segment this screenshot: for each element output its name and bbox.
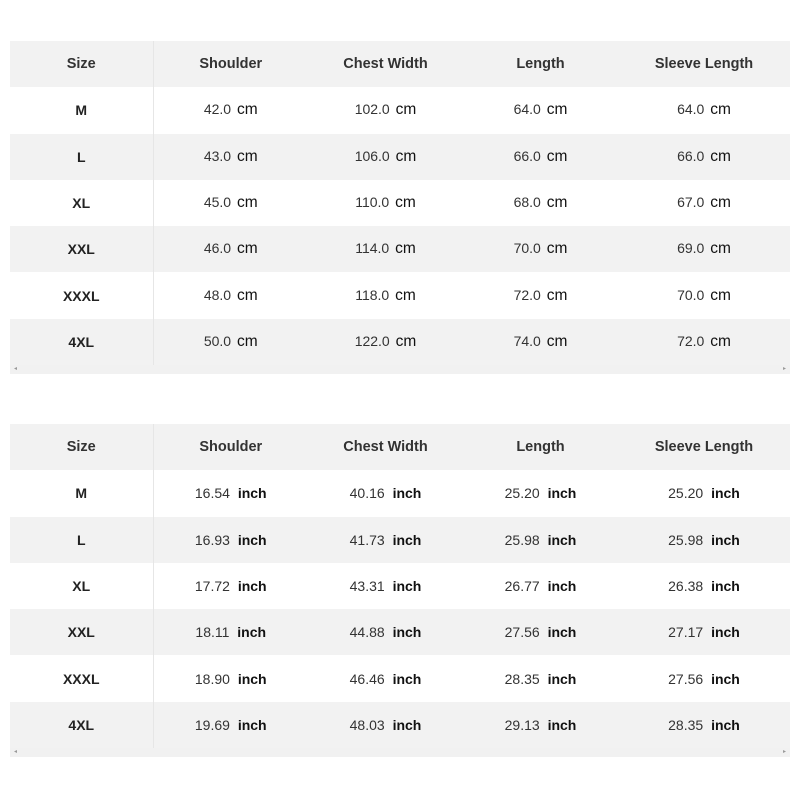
table-header-row bbox=[10, 41, 790, 87]
length-value: 25.98 bbox=[504, 531, 540, 548]
unit-label: cm bbox=[395, 332, 417, 350]
size-table-inch bbox=[10, 424, 791, 748]
horizontal-scrollbar[interactable] bbox=[10, 365, 790, 374]
length-cell bbox=[463, 226, 618, 272]
length-cell bbox=[463, 272, 618, 318]
shoulder-cell bbox=[153, 609, 308, 655]
length-cell bbox=[463, 609, 618, 655]
sleeve-length-cell bbox=[618, 87, 790, 133]
table-row bbox=[10, 470, 790, 516]
unit-label: cm bbox=[710, 147, 731, 165]
unit-label: inch bbox=[547, 670, 577, 687]
shoulder-cell bbox=[153, 319, 308, 365]
table-row bbox=[10, 319, 790, 365]
length-value: 27.56 bbox=[504, 624, 540, 641]
size-label: L bbox=[10, 134, 153, 180]
length-value: 74.0 bbox=[513, 332, 541, 349]
table-row bbox=[10, 563, 790, 609]
unit-label: inch bbox=[237, 578, 267, 595]
chest-width-value: 114.0 bbox=[355, 240, 390, 257]
size-table-cm bbox=[10, 41, 791, 365]
chest-width-value: 110.0 bbox=[355, 194, 390, 211]
size-label: M bbox=[10, 470, 153, 516]
length-value: 66.0 bbox=[513, 147, 541, 164]
size-chart-inch bbox=[10, 424, 790, 757]
header-size: Size bbox=[10, 424, 153, 470]
scroll-right-arrow-icon[interactable]: ▸ bbox=[782, 366, 786, 373]
unit-label: inch bbox=[547, 716, 577, 733]
shoulder-value: 18.11 bbox=[195, 624, 230, 641]
table-row bbox=[10, 517, 790, 563]
sleeve-length-value: 67.0 bbox=[677, 194, 705, 211]
sleeve-length-value: 64.0 bbox=[677, 101, 705, 118]
sleeve-length-value: 72.0 bbox=[677, 332, 705, 349]
unit-label: cm bbox=[236, 194, 258, 212]
length-cell bbox=[463, 319, 618, 365]
sleeve-length-value: 28.35 bbox=[668, 716, 704, 733]
sleeve-length-value: 27.17 bbox=[668, 624, 704, 641]
unit-label: inch bbox=[711, 716, 740, 733]
length-cell bbox=[463, 134, 618, 180]
unit-label: cm bbox=[710, 332, 731, 350]
shoulder-value: 17.72 bbox=[194, 578, 230, 595]
scroll-right-arrow-icon[interactable]: ▸ bbox=[782, 749, 786, 756]
unit-label: cm bbox=[395, 240, 416, 258]
table-row bbox=[10, 609, 790, 655]
unit-label: cm bbox=[710, 286, 731, 304]
chest-width-cell bbox=[308, 470, 463, 516]
unit-label: cm bbox=[710, 194, 731, 212]
shoulder-value: 19.69 bbox=[194, 716, 230, 733]
sleeve-length-cell bbox=[618, 470, 790, 516]
chest-width-value: 106.0 bbox=[354, 147, 390, 164]
chest-width-cell bbox=[308, 609, 463, 655]
unit-label: inch bbox=[547, 624, 577, 641]
chest-width-cell bbox=[308, 563, 463, 609]
size-label: XXXL bbox=[10, 655, 153, 701]
sleeve-length-cell bbox=[618, 180, 790, 226]
size-label: L bbox=[10, 517, 153, 563]
shoulder-cell bbox=[153, 87, 308, 133]
unit-label: cm bbox=[710, 101, 731, 119]
unit-label: cm bbox=[236, 240, 258, 258]
shoulder-value: 45.0 bbox=[203, 194, 232, 211]
sleeve-length-value: 69.0 bbox=[677, 240, 705, 257]
size-label: XXL bbox=[10, 609, 153, 655]
unit-label: inch bbox=[392, 716, 422, 733]
unit-label: inch bbox=[237, 485, 267, 502]
chest-width-value: 48.03 bbox=[349, 716, 385, 733]
chest-width-cell bbox=[308, 226, 463, 272]
chest-width-value: 44.88 bbox=[349, 624, 385, 641]
length-value: 26.77 bbox=[504, 578, 540, 595]
shoulder-cell bbox=[153, 517, 308, 563]
sleeve-length-cell bbox=[618, 517, 790, 563]
chest-width-cell bbox=[308, 272, 463, 318]
chest-width-value: 46.46 bbox=[349, 670, 385, 687]
shoulder-value: 18.90 bbox=[194, 670, 230, 687]
table-row bbox=[10, 226, 790, 272]
sleeve-length-value: 26.38 bbox=[668, 578, 704, 595]
unit-label: inch bbox=[237, 624, 267, 641]
unit-label: cm bbox=[546, 194, 568, 212]
shoulder-cell bbox=[153, 563, 308, 609]
unit-label: cm bbox=[236, 147, 258, 165]
table-row bbox=[10, 180, 790, 226]
sleeve-length-cell bbox=[618, 655, 790, 701]
header-length: Length bbox=[516, 439, 565, 456]
sleeve-length-cell bbox=[618, 319, 790, 365]
shoulder-value: 46.0 bbox=[203, 240, 232, 257]
unit-label: inch bbox=[547, 485, 577, 502]
unit-label: cm bbox=[395, 286, 416, 304]
length-value: 70.0 bbox=[513, 240, 541, 257]
scroll-left-arrow-icon[interactable]: ◂ bbox=[13, 366, 17, 373]
unit-label: inch bbox=[392, 670, 422, 687]
length-cell bbox=[463, 517, 618, 563]
sleeve-length-cell bbox=[618, 226, 790, 272]
length-cell bbox=[463, 180, 618, 226]
header-chest-width: Chest Width bbox=[343, 56, 428, 73]
table-row bbox=[10, 87, 790, 133]
unit-label: inch bbox=[392, 624, 422, 641]
unit-label: inch bbox=[392, 531, 422, 548]
unit-label: inch bbox=[392, 485, 422, 502]
length-cell bbox=[463, 470, 618, 516]
unit-label: inch bbox=[711, 578, 740, 595]
sleeve-length-value: 70.0 bbox=[677, 286, 705, 303]
length-value: 28.35 bbox=[504, 670, 540, 687]
unit-label: inch bbox=[237, 670, 267, 687]
shoulder-cell bbox=[153, 226, 308, 272]
unit-label: cm bbox=[546, 240, 568, 258]
table-row bbox=[10, 272, 790, 318]
length-value: 29.13 bbox=[504, 716, 540, 733]
table-row bbox=[10, 702, 790, 748]
unit-label: inch bbox=[711, 670, 740, 687]
chest-width-cell bbox=[308, 517, 463, 563]
unit-label: cm bbox=[546, 332, 568, 350]
sleeve-length-cell bbox=[618, 134, 790, 180]
unit-label: inch bbox=[237, 716, 267, 733]
chest-width-cell bbox=[308, 702, 463, 748]
chest-width-value: 118.0 bbox=[355, 286, 390, 303]
length-value: 68.0 bbox=[513, 194, 541, 211]
header-chest-width: Chest Width bbox=[343, 439, 428, 456]
header-size: Size bbox=[10, 41, 153, 87]
chest-width-cell bbox=[308, 655, 463, 701]
shoulder-cell bbox=[153, 470, 308, 516]
unit-label: inch bbox=[547, 578, 577, 595]
chest-width-cell bbox=[308, 134, 463, 180]
unit-label: inch bbox=[711, 531, 740, 548]
header-sleeve-length: Sleeve Length bbox=[654, 439, 754, 456]
header-shoulder: Shoulder bbox=[199, 439, 263, 456]
chest-width-cell bbox=[308, 319, 463, 365]
shoulder-cell bbox=[153, 655, 308, 701]
shoulder-value: 48.0 bbox=[203, 286, 232, 303]
unit-label: cm bbox=[546, 147, 568, 165]
size-chart-cm bbox=[10, 41, 790, 374]
sleeve-length-cell bbox=[618, 272, 790, 318]
unit-label: cm bbox=[710, 240, 731, 258]
unit-label: inch bbox=[237, 531, 267, 548]
size-label: XL bbox=[10, 180, 153, 226]
header-shoulder: Shoulder bbox=[199, 56, 263, 73]
length-value: 64.0 bbox=[513, 101, 541, 118]
shoulder-cell bbox=[153, 272, 308, 318]
length-value: 25.20 bbox=[504, 485, 540, 502]
length-cell bbox=[463, 655, 618, 701]
shoulder-value: 42.0 bbox=[203, 101, 232, 118]
length-value: 72.0 bbox=[513, 286, 541, 303]
size-label: XXXL bbox=[10, 272, 153, 318]
chest-width-value: 40.16 bbox=[349, 485, 385, 502]
shoulder-value: 16.54 bbox=[194, 485, 230, 502]
header-sleeve-length: Sleeve Length bbox=[654, 56, 754, 73]
shoulder-value: 50.0 bbox=[203, 332, 232, 349]
sleeve-length-value: 25.20 bbox=[668, 485, 704, 502]
chest-width-value: 41.73 bbox=[349, 531, 385, 548]
chest-width-value: 122.0 bbox=[354, 332, 390, 349]
unit-label: inch bbox=[392, 578, 422, 595]
shoulder-cell bbox=[153, 702, 308, 748]
length-cell bbox=[463, 87, 618, 133]
size-label: XXL bbox=[10, 226, 153, 272]
size-label: XL bbox=[10, 563, 153, 609]
sleeve-length-cell bbox=[618, 702, 790, 748]
shoulder-cell bbox=[153, 134, 308, 180]
shoulder-value: 16.93 bbox=[194, 531, 230, 548]
header-length: Length bbox=[516, 56, 565, 73]
length-cell bbox=[463, 702, 618, 748]
unit-label: cm bbox=[395, 101, 417, 119]
unit-label: inch bbox=[711, 624, 740, 641]
unit-label: inch bbox=[547, 531, 577, 548]
sleeve-length-value: 25.98 bbox=[668, 531, 704, 548]
sleeve-length-value: 27.56 bbox=[668, 670, 704, 687]
unit-label: cm bbox=[546, 286, 568, 304]
unit-label: cm bbox=[236, 286, 258, 304]
sleeve-length-cell bbox=[618, 563, 790, 609]
unit-label: cm bbox=[395, 194, 416, 212]
table-row bbox=[10, 655, 790, 701]
sleeve-length-value: 66.0 bbox=[677, 147, 705, 164]
table-header-row bbox=[10, 424, 790, 470]
horizontal-scrollbar[interactable] bbox=[10, 748, 790, 757]
chest-width-cell bbox=[308, 180, 463, 226]
scroll-left-arrow-icon[interactable]: ◂ bbox=[13, 749, 17, 756]
shoulder-value: 43.0 bbox=[203, 147, 232, 164]
unit-label: cm bbox=[546, 101, 568, 119]
chest-width-value: 43.31 bbox=[349, 578, 385, 595]
size-label: 4XL bbox=[10, 319, 153, 365]
size-label: M bbox=[10, 87, 153, 133]
unit-label: inch bbox=[711, 485, 740, 502]
unit-label: cm bbox=[236, 332, 258, 350]
unit-label: cm bbox=[395, 147, 417, 165]
chest-width-value: 102.0 bbox=[354, 101, 390, 118]
unit-label: cm bbox=[236, 101, 258, 119]
chest-width-cell bbox=[308, 87, 463, 133]
length-cell bbox=[463, 563, 618, 609]
table-row bbox=[10, 134, 790, 180]
size-label: 4XL bbox=[10, 702, 153, 748]
shoulder-cell bbox=[153, 180, 308, 226]
sleeve-length-cell bbox=[618, 609, 790, 655]
